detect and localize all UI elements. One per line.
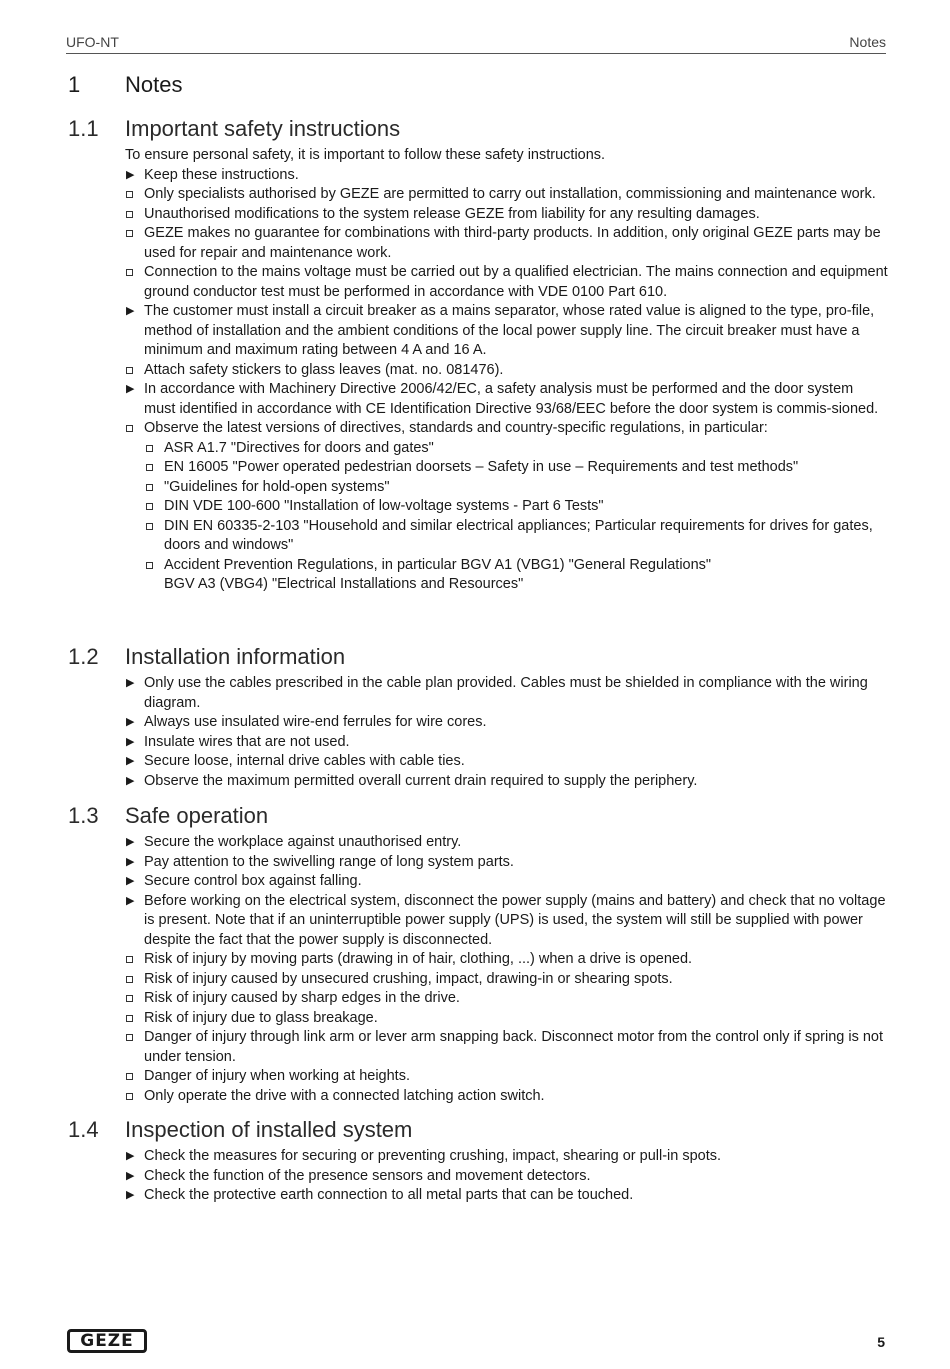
sub-list-item: EN 16005 "Power operated pedestrian doorsets – Safety in use – Requirements and test methods" bbox=[145, 458, 888, 478]
list-item: ▶ Only use the cables prescribed in the cable plan provided. Cables must be shielded in compliance with the wiring diagram. bbox=[126, 675, 868, 711]
list-item: Observe the latest versions of directives, standards and country-specific regulations, in particular: ASR A1.7 "Directives for doors and gates" EN 16005 "Power operated pedestrian doorsets – Safety in use – Requirements and test methods" "Guidelines for hold-open systems" DIN VDE 100-600 "Installation of low-voltage systems - Part 6 Tests" DIN EN 60335-2-103 "Household and similar electrical appliances; Particular requirements for drives for gates, doors and windows" Accident Prevention Regulations, in particular BGV A1 (VBG1) "General Regulations" BGV A3 (VBG4) "Electrical Installations and Resources" bbox=[125, 419, 888, 595]
section-1-3 bbox=[68, 803, 888, 1106]
square-bullet-icon bbox=[126, 976, 133, 983]
arrow-bullet-icon: ▶ bbox=[126, 305, 135, 317]
arrow-bullet-icon: ▶ bbox=[126, 855, 135, 868]
arrow-bullet-icon: ▶ bbox=[126, 716, 135, 728]
list bbox=[125, 1147, 888, 1206]
square-bullet-icon bbox=[126, 956, 133, 963]
sub-list bbox=[145, 439, 888, 595]
square-bullet-icon bbox=[146, 445, 153, 452]
list-item: ▶ Before working on the electrical system, disconnect the power supply (mains and battery) and check that no voltage is present. Note that if an uninterruptible power supply (UPS) is used, the system will still be supplied with power despite the fact that the power supply is disconnected. bbox=[126, 892, 886, 948]
square-bullet-icon bbox=[126, 995, 133, 1002]
list-item: Only operate the drive with a connected latching action switch. bbox=[125, 1087, 888, 1107]
arrow-bullet-icon: ▶ bbox=[126, 1169, 135, 1182]
arrow-bullet-icon: ▶ bbox=[126, 677, 135, 689]
section-heading bbox=[68, 803, 888, 833]
chapter-title: Notes bbox=[125, 72, 183, 97]
list-item: Danger of injury when working at heights. bbox=[125, 1067, 888, 1087]
list bbox=[125, 833, 888, 1106]
list bbox=[125, 674, 888, 791]
arrow-bullet-icon: ▶ bbox=[126, 383, 135, 395]
square-bullet-icon bbox=[146, 503, 153, 510]
square-bullet-icon bbox=[126, 1034, 133, 1041]
square-bullet-icon bbox=[126, 191, 133, 198]
square-bullet-icon bbox=[126, 269, 133, 276]
section-title: Safe operation bbox=[125, 803, 269, 828]
arrow-bullet-icon: ▶ bbox=[126, 894, 135, 907]
arrow-bullet-icon: ▶ bbox=[126, 1189, 135, 1201]
section-1-2 bbox=[68, 644, 888, 791]
section-number: 1.1 bbox=[68, 116, 99, 141]
header-section: Notes bbox=[849, 34, 886, 50]
page-header bbox=[66, 33, 886, 54]
square-bullet-icon bbox=[146, 523, 153, 530]
list-item: Risk of injury caused by unsecured crushing, impact, drawing-in or shearing spots. bbox=[125, 970, 888, 990]
sub-list-item: DIN VDE 100-600 "Installation of low-voltage systems - Part 6 Tests" bbox=[145, 497, 888, 517]
section-1-1 bbox=[68, 116, 888, 595]
list-item: ▶ Check the protective earth connection to all metal parts that can be touched. bbox=[125, 1186, 888, 1206]
section-number: 1.3 bbox=[68, 803, 99, 828]
arrow-bullet-icon: ▶ bbox=[126, 755, 135, 767]
square-bullet-icon bbox=[126, 425, 133, 432]
square-bullet-icon bbox=[126, 1093, 133, 1100]
square-bullet-icon bbox=[126, 1015, 133, 1022]
list-item: Risk of injury due to glass breakage. bbox=[125, 1009, 888, 1029]
section-heading bbox=[68, 1117, 888, 1147]
list bbox=[125, 166, 888, 595]
list-item: Attach safety stickers to glass leaves (mat. no. 081476). bbox=[125, 361, 888, 381]
sub-list-item: Accident Prevention Regulations, in particular BGV A1 (VBG1) "General Regulations" BGV A3 (VBG4) "Electrical Installations and Resources" bbox=[145, 556, 888, 595]
list-item: ▶ Secure the workplace against unauthorised entry. bbox=[125, 833, 888, 853]
list-item: ▶ Observe the maximum permitted overall current drain required to supply the periphery. bbox=[125, 772, 888, 792]
sub-list-item: "Guidelines for hold-open systems" bbox=[145, 478, 888, 498]
list-item: ▶ Insulate wires that are not used. bbox=[125, 733, 888, 753]
square-bullet-icon bbox=[146, 464, 153, 471]
square-bullet-icon bbox=[126, 1073, 133, 1080]
section-title: Important safety instructions bbox=[125, 116, 401, 141]
square-bullet-icon bbox=[146, 484, 153, 491]
geze-logo: GEZE bbox=[67, 1329, 147, 1353]
list-item: ▶ In accordance with Machinery Directive 2006/42/EC, a safety analysis must be performed and the door system must identified in accordance with CE Identification Directive 93/68/EEC before the door system is commis-sioned. bbox=[126, 381, 879, 417]
section-number: 1.2 bbox=[68, 644, 99, 669]
arrow-bullet-icon: ▶ bbox=[126, 836, 135, 848]
section-number: 1.4 bbox=[68, 1117, 99, 1142]
sub-list-item: ASR A1.7 "Directives for doors and gates" bbox=[145, 439, 888, 459]
list-item: ▶ Secure control box against falling. bbox=[125, 872, 888, 892]
list-item: ▶ Secure loose, internal drive cables with cable ties. bbox=[125, 752, 888, 772]
section-heading bbox=[68, 116, 888, 146]
list-item: Danger of injury through link arm or lever arm snapping back. Disconnect motor from the control only if spring is not under tension. bbox=[125, 1028, 888, 1067]
section-intro: To ensure personal safety, it is important to follow these safety instructions. bbox=[125, 147, 606, 163]
square-bullet-icon bbox=[126, 367, 133, 374]
list-item: ▶ Check the measures for securing or preventing crushing, impact, shearing or pull-in spots. bbox=[125, 1147, 888, 1167]
arrow-bullet-icon: ▶ bbox=[126, 735, 135, 748]
section-title: Inspection of installed system bbox=[125, 1117, 413, 1142]
arrow-bullet-icon: ▶ bbox=[126, 774, 135, 787]
arrow-bullet-icon: ▶ bbox=[126, 168, 135, 181]
square-bullet-icon bbox=[146, 562, 153, 569]
arrow-bullet-icon: ▶ bbox=[126, 1150, 135, 1162]
page-number: 5 bbox=[877, 1334, 885, 1350]
square-bullet-icon bbox=[126, 230, 133, 237]
list-item: ▶ Check the function of the presence sensors and movement detectors. bbox=[125, 1167, 888, 1187]
sub-list-item: DIN EN 60335-2-103 "Household and similar electrical appliances; Particular requirements for drives for gates, doors and windows" bbox=[145, 517, 888, 556]
doc-title: UFO-NT bbox=[66, 34, 119, 50]
section-1-4 bbox=[68, 1117, 888, 1206]
list-item: Risk of injury by moving parts (drawing in of hair, clothing, ...) when a drive is opened. bbox=[125, 950, 888, 970]
list-item: ▶ Pay attention to the swivelling range of long system parts. bbox=[125, 853, 888, 873]
list-item: Only specialists authorised by GEZE are permitted to carry out installation, commissioning and maintenance work. bbox=[125, 185, 888, 205]
list-item: Connection to the mains voltage must be carried out by a qualified electrician. The mains connection and equipment ground conductor test must be performed in accordance with VDE 0100 Part 610. bbox=[125, 263, 888, 302]
list-item: ▶ The customer must install a circuit breaker as a mains separator, whose rated value is aligned to the type, pro-file, method of installation and the ambient conditions of the local power supply line. The circuit breaker must have a minimum and maximum rating between 4 A and 16 A. bbox=[126, 303, 875, 358]
list-item: Risk of injury caused by sharp edges in the drive. bbox=[125, 989, 888, 1009]
list-item: Unauthorised modifications to the system release GEZE from liability for any resulting damages. bbox=[125, 205, 888, 225]
chapter-number: 1 bbox=[68, 72, 81, 97]
section-title: Installation information bbox=[125, 644, 346, 669]
arrow-bullet-icon: ▶ bbox=[126, 875, 135, 887]
section-heading bbox=[68, 644, 888, 674]
square-bullet-icon bbox=[126, 211, 133, 218]
list-item: ▶ Always use insulated wire-end ferrules for wire cores. bbox=[125, 713, 888, 733]
list-item: GEZE makes no guarantee for combinations with third-party products. In addition, only original GEZE parts may be used for repair and maintenance work. bbox=[125, 224, 888, 263]
list-item: ▶ Keep these instructions. bbox=[125, 166, 888, 186]
